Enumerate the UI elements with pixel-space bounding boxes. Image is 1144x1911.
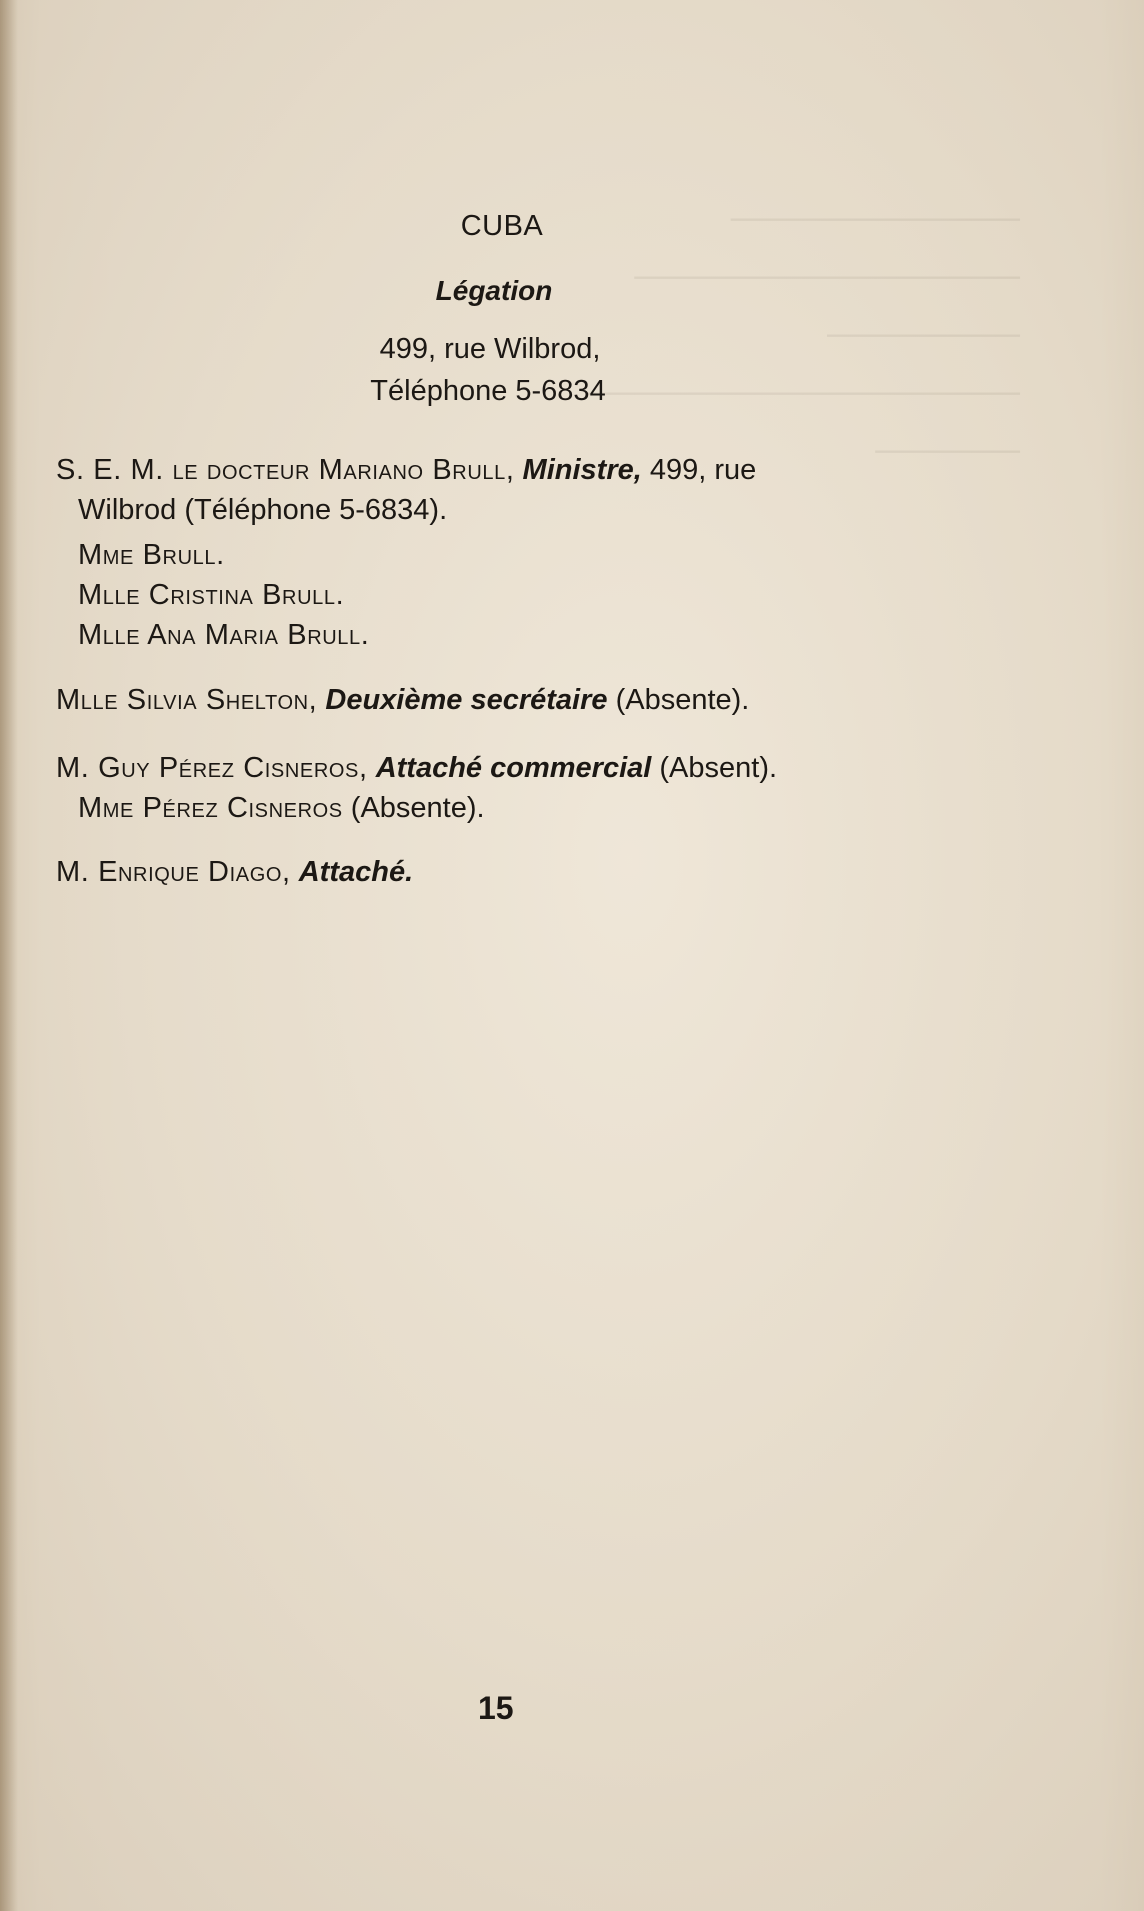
legation-subheading: Légation — [435, 275, 553, 306]
entry-name: Mlle Ana Maria Brull. — [78, 619, 370, 651]
legation-address: 499, rue Wilbrod, — [379, 333, 601, 365]
entry-status: (Absente). — [615, 684, 750, 716]
entry-attache — [56, 852, 413, 892]
entry-status: (Absent). — [659, 752, 778, 784]
entry-role: Ministre, — [522, 454, 642, 486]
country-heading: CUBA — [460, 210, 544, 242]
entry-minister — [56, 450, 756, 490]
entry-spouse — [78, 788, 485, 828]
entry-role: Deuxième secrétaire — [325, 684, 608, 716]
entry-status: (Absente). — [350, 792, 485, 824]
entry-role: Attaché. — [298, 856, 414, 888]
entry-minister-continuation: Wilbrod (Téléphone 5-6834). — [78, 494, 448, 526]
page-number: 15 — [478, 1690, 514, 1726]
entry-name: S. E. M. le docteur Mariano Brull, — [56, 454, 515, 486]
entry-second-secretary — [56, 680, 749, 720]
entry-name: M. Guy Pérez Cisneros, — [56, 752, 368, 784]
entry-name: Mlle Cristina Brull. — [78, 579, 345, 611]
entry-name: M. Enrique Diago, — [56, 856, 291, 888]
entry-commercial-attache — [56, 748, 777, 788]
entry-name: Mlle Silvia Shelton, — [56, 684, 318, 716]
entry-address: 499, rue — [649, 454, 757, 486]
entry-role: Attaché commercial — [375, 752, 652, 784]
entry-name: Mme Brull. — [78, 539, 225, 571]
legation-phone: Téléphone 5-6834 — [370, 375, 606, 407]
entry-name: Mme Pérez Cisneros — [78, 792, 343, 824]
